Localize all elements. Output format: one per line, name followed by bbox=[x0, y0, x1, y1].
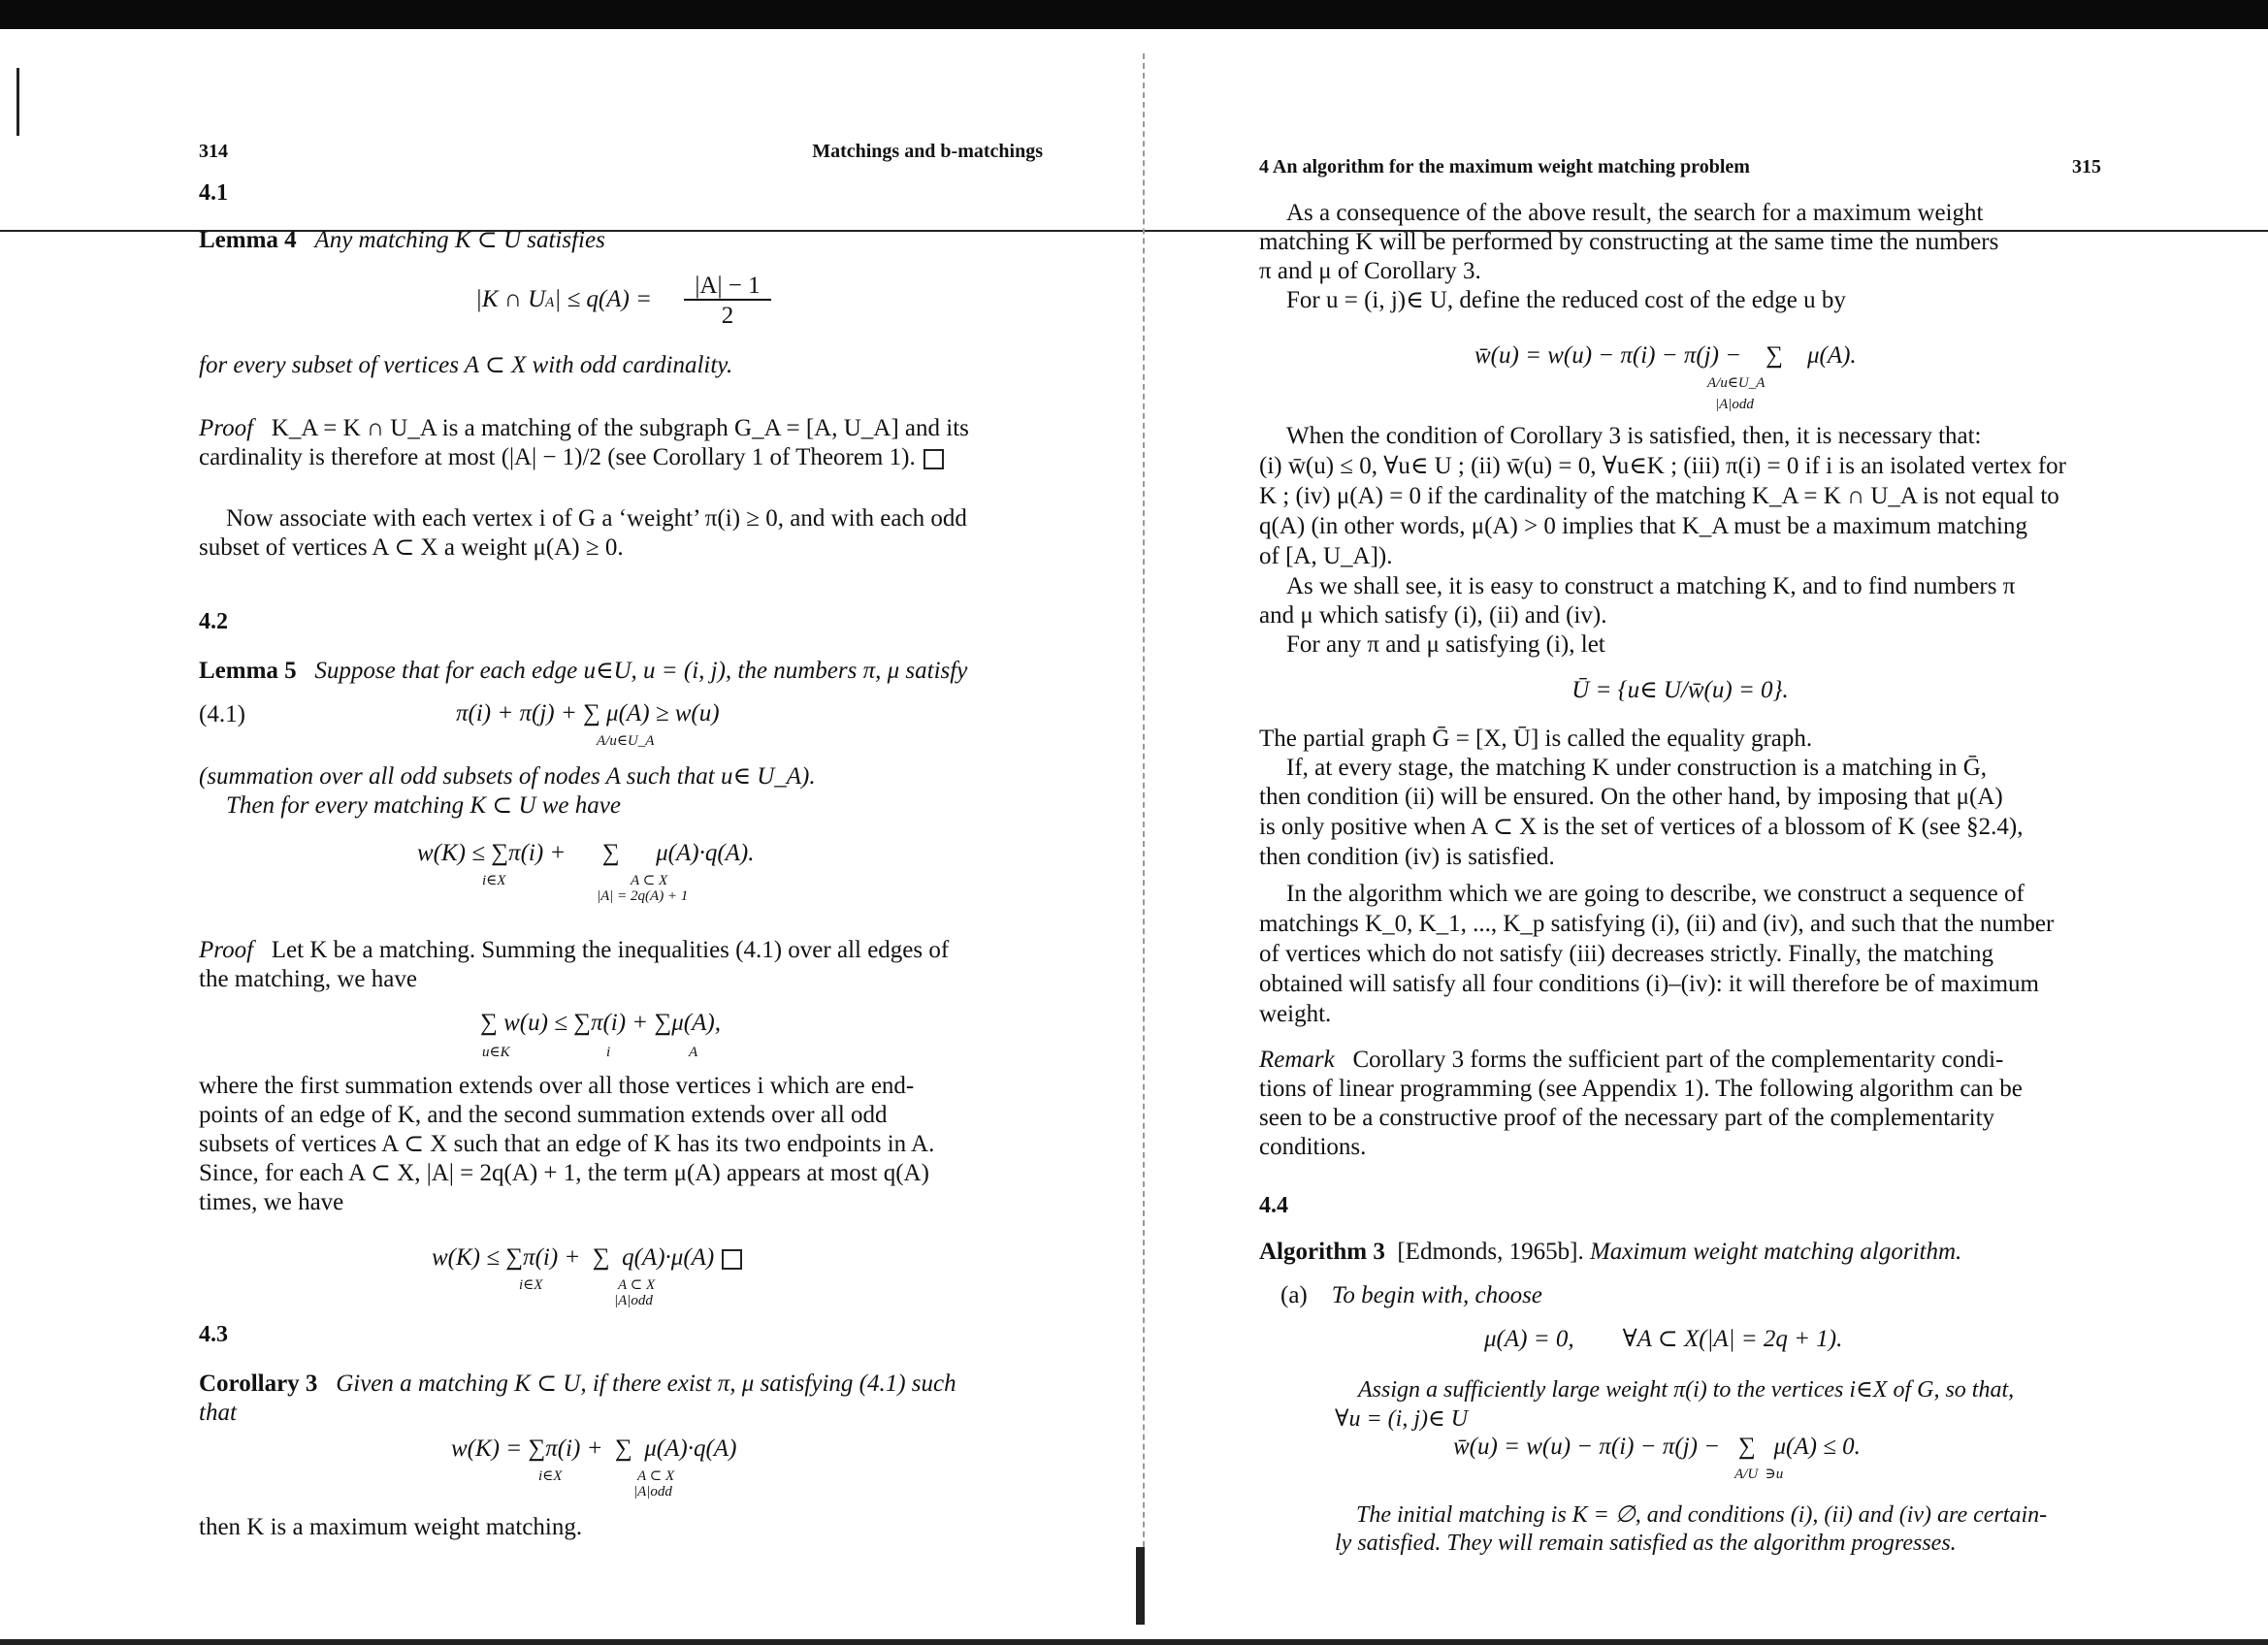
sum-inequality: ∑ w(u) ≤ ∑π(i) + ∑μ(A), bbox=[480, 1010, 721, 1036]
p3-line-3: K ; (iv) μ(A) = 0 if the cardinality of the matching K_A = K ∩ U_A is not equal to bbox=[1259, 483, 2059, 509]
summation-note: (summation over all odd subsets of nodes A such that u∈ U_A). bbox=[199, 763, 816, 790]
wk-inequality: w(K) ≤ ∑π(i) + ∑ μ(A)·q(A). bbox=[417, 840, 755, 866]
proof-2-label: Proof bbox=[199, 937, 254, 963]
then-k-max: then K is a maximum weight matching. bbox=[199, 1514, 583, 1540]
sum-sub-2: i bbox=[606, 1045, 611, 1060]
p3-line-2: (i) w̄(u) ≤ 0, ∀u∈ U ; (ii) w̄(u) = 0, ∀u∈K ; (iii) π(i) = 0 if i is an isolated vertex for bbox=[1259, 453, 2066, 479]
remark-line-4: conditions. bbox=[1259, 1134, 1367, 1160]
remark-line-1: Corollary 3 forms the sufficient part of the complementarity condi- bbox=[1352, 1047, 2004, 1073]
proof-1-line-2-row bbox=[199, 443, 1043, 472]
step-a-text: To begin with, choose bbox=[1331, 1282, 1542, 1308]
algorithm-ref: [Edmonds, 1965b]. bbox=[1397, 1239, 1584, 1265]
assoc-line-1: Now associate with each vertex i of G a ‘weight’ π(i) ≥ 0, and with each odd bbox=[226, 505, 967, 532]
scan-bottom-border bbox=[0, 1639, 2268, 1645]
p8-line-4: obtained will satisfy all four conditions (i)–(iv): it will therefore be of maximum bbox=[1259, 971, 2039, 997]
proof-1-line-2: cardinality is therefore at most (|A| − 1)/2 (see Corollary 1 of Theorem 1). bbox=[199, 444, 916, 470]
lemma-5 bbox=[199, 657, 967, 686]
p1-line-2: matching K will be performed by constructing at the same time the numbers bbox=[1259, 229, 1999, 255]
wk-sub-2: A ⊂ X bbox=[631, 873, 668, 888]
running-title: Matchings and b-matchings bbox=[812, 141, 1043, 162]
section-4-3: 4.3 bbox=[199, 1322, 228, 1347]
section-4-1: 4.1 bbox=[199, 180, 228, 206]
scan-margin-mark bbox=[16, 68, 19, 136]
p1-line-1: As a consequence of the above result, the search for a maximum weight bbox=[1286, 200, 1984, 226]
final-sub: A/U ∋u bbox=[1734, 1467, 1784, 1482]
p7-line-4: then condition (iv) is satisfied. bbox=[1259, 844, 1555, 870]
corollary-3-line-2: that bbox=[199, 1400, 237, 1426]
rc-sub-1: A/u∈U_A bbox=[1707, 375, 1766, 391]
cor-sub-3: |A|odd bbox=[633, 1484, 672, 1500]
gutter-shadow bbox=[1136, 1547, 1145, 1625]
lemma-4-text: Any matching K ⊂ U satisfies bbox=[314, 227, 605, 253]
wk2-sub-3: |A|odd bbox=[614, 1293, 653, 1308]
proof-label: Proof bbox=[199, 415, 254, 441]
proof-2 bbox=[199, 936, 1043, 965]
proof-2-line-1: Let K be a matching. Summing the inequalities (4.1) over all edges of bbox=[271, 937, 950, 963]
lemma-4-tail: for every subset of vertices A ⊂ X with odd cardinality. bbox=[199, 352, 733, 378]
lemma-5-label: Lemma 5 bbox=[199, 658, 297, 684]
p3-line-5: of [A, U_A]). bbox=[1259, 543, 1393, 569]
running-title-right: 4 An algorithm for the maximum weight matching problem bbox=[1259, 156, 1750, 177]
lemma-5-text: Suppose that for each edge u∈U, u = (i, j), the numbers π, μ satisfy bbox=[314, 658, 968, 684]
qed-box-icon-2 bbox=[722, 1249, 742, 1270]
p5-line-1: For any π and μ satisfying (i), let bbox=[1286, 631, 1605, 658]
proof-2-line-2: the matching, we have bbox=[199, 966, 417, 992]
p8-line-5: weight. bbox=[1259, 1001, 1332, 1027]
wk2-sub-1: i∈X bbox=[519, 1277, 543, 1293]
where-line-5: times, we have bbox=[199, 1189, 344, 1215]
page-number: 314 bbox=[199, 141, 228, 162]
where-line-4: Since, for each A ⊂ X, |A| = 2q(A) + 1, the term μ(A) appears at most q(A) bbox=[199, 1160, 929, 1186]
lemma-4-label: Lemma 4 bbox=[199, 227, 297, 253]
equation-4-1-sub: A/u∈U_A bbox=[597, 733, 655, 749]
wk2-inequality bbox=[432, 1244, 742, 1272]
page-number-right: 315 bbox=[2072, 156, 2101, 177]
p7-line-1: If, at every stage, the matching K under construction is a matching in Ḡ, bbox=[1286, 755, 1988, 781]
wk-sub-3: |A| = 2q(A) + 1 bbox=[597, 888, 689, 904]
frac-denominator: 2 bbox=[721, 303, 734, 329]
lemma-4 bbox=[199, 226, 605, 255]
wk-sub-1: i∈X bbox=[482, 873, 506, 888]
scan-top-border bbox=[0, 0, 2268, 29]
p4-line-1: As we shall see, it is easy to construct a matching K, and to find numbers π bbox=[1286, 573, 2016, 599]
corollary-equation: w(K) = ∑π(i) + ∑ μ(A)·q(A) bbox=[451, 1435, 737, 1462]
p7-line-2: then condition (ii) will be ensured. On the other hand, by imposing that μ(A) bbox=[1259, 784, 2003, 810]
algorithm-title: Maximum weight matching algorithm. bbox=[1589, 1239, 1962, 1265]
lemma-4-equation: |K ∩ UA| ≤ q(A) = bbox=[475, 286, 652, 312]
equation-4-1: π(i) + π(j) + ∑ μ(A) ≥ w(u) bbox=[456, 700, 720, 726]
rc-sub-2: |A|odd bbox=[1715, 397, 1754, 412]
proof-1 bbox=[199, 414, 1043, 443]
frac-numerator: |A| − 1 bbox=[684, 274, 771, 301]
step-a bbox=[1280, 1282, 1542, 1309]
p8-line-3: of vertices which do not satisfy (iii) decreases strictly. Finally, the matching bbox=[1259, 941, 1993, 967]
initial-weight-inequality: w̄(u) = w(u) − π(i) − π(j) − ∑ μ(A) ≤ 0. bbox=[1453, 1434, 1861, 1460]
eq-lhs: |K ∩ U bbox=[475, 286, 546, 312]
cor-sub-1: i∈X bbox=[538, 1468, 563, 1484]
assoc-line-2: subset of vertices A ⊂ X a weight μ(A) ≥ 0. bbox=[199, 534, 624, 561]
p1-line-3: π and μ of Corollary 3. bbox=[1259, 258, 1481, 284]
algorithm-label: Algorithm 3 bbox=[1259, 1239, 1385, 1265]
qed-box-icon bbox=[923, 449, 944, 469]
initial-line-2: ly satisfied. They will remain satisfied as the algorithm progresses. bbox=[1335, 1531, 1957, 1556]
p6-line-1: The partial graph Ḡ = [X, Ū] is called the equality graph. bbox=[1259, 726, 1813, 752]
where-line-1: where the first summation extends over all those vertices i which are end- bbox=[199, 1073, 915, 1099]
then-every-matching: Then for every matching K ⊂ U we have bbox=[226, 792, 621, 819]
wk2-sub-2: A ⊂ X bbox=[618, 1277, 656, 1293]
sum-sub-1: u∈K bbox=[482, 1045, 510, 1060]
p3-line-4: q(A) (in other words, μ(A) > 0 implies that K_A must be a maximum matching bbox=[1259, 513, 2027, 539]
where-line-2: points of an edge of K, and the second summation extends over all odd bbox=[199, 1102, 888, 1128]
p8-line-1: In the algorithm which we are going to describe, we construct a sequence of bbox=[1286, 881, 2025, 907]
where-line-3: subsets of vertices A ⊂ X such that an edge of K has its two endpoints in A. bbox=[199, 1131, 935, 1157]
book-gutter bbox=[1143, 53, 1147, 1605]
section-4-4: 4.4 bbox=[1259, 1193, 1288, 1218]
mu-equation: μ(A) = 0, ∀A ⊂ X(|A| = 2q + 1). bbox=[1484, 1326, 1843, 1352]
remark-label: Remark bbox=[1259, 1047, 1335, 1073]
section-4-2: 4.2 bbox=[199, 609, 228, 634]
p3-line-1: When the condition of Corollary 3 is satisfied, then, it is necessary that: bbox=[1286, 423, 1982, 449]
remark-line-3: seen to be a constructive proof of the necessary part of the complementarity bbox=[1259, 1105, 1995, 1131]
corollary-3-label: Corollary 3 bbox=[199, 1371, 318, 1397]
wk2-eq-text: w(K) ≤ ∑π(i) + ∑ q(A)·μ(A) bbox=[432, 1244, 715, 1271]
algorithm-3 bbox=[1259, 1239, 1961, 1266]
corollary-3 bbox=[199, 1370, 1043, 1399]
equation-label-4-1: (4.1) bbox=[199, 701, 245, 727]
p8-line-2: matchings K_0, K_1, ..., K_p satisfying (i), (ii) and (iv), and such that the number bbox=[1259, 911, 2055, 937]
ubar-equation: Ū = {u∈ U/w̄(u) = 0}. bbox=[1571, 677, 1789, 703]
assign-line-2: ∀u = (i, j)∈ U bbox=[1335, 1406, 1469, 1432]
eq-mid: | ≤ q(A) = bbox=[554, 286, 652, 312]
p4-line-2: and μ which satisfy (i), (ii) and (iv). bbox=[1259, 602, 1607, 629]
p7-line-3: is only positive when A ⊂ X is the set of vertices of a blossom of K (see §2.4), bbox=[1259, 814, 2024, 840]
step-a-label: (a) bbox=[1280, 1282, 1308, 1308]
corollary-3-line-1: Given a matching K ⊂ U, if there exist π, μ satisfying (4.1) such bbox=[336, 1371, 956, 1397]
cor-sub-2: A ⊂ X bbox=[637, 1468, 675, 1484]
initial-line-1: The initial matching is K = ∅, and conditions (i), (ii) and (iv) are certain- bbox=[1356, 1502, 2048, 1528]
assign-line-1: Assign a sufficiently large weight π(i) to the vertices i∈X of G, so that, bbox=[1358, 1377, 2015, 1403]
reduced-cost-equation: w̄(u) = w(u) − π(i) − π(j) − ∑ μ(A). bbox=[1474, 342, 1857, 369]
p2-line-1: For u = (i, j)∈ U, define the reduced cost of the edge u by bbox=[1286, 287, 1846, 313]
remark bbox=[1259, 1046, 2101, 1075]
sum-sub-3: A bbox=[689, 1045, 698, 1060]
remark-line-2: tions of linear programming (see Appendix 1). The following algorithm can be bbox=[1259, 1076, 2023, 1102]
proof-1-line-1: K_A = K ∩ U_A is a matching of the subgraph G_A = [A, U_A] and its bbox=[271, 415, 969, 441]
